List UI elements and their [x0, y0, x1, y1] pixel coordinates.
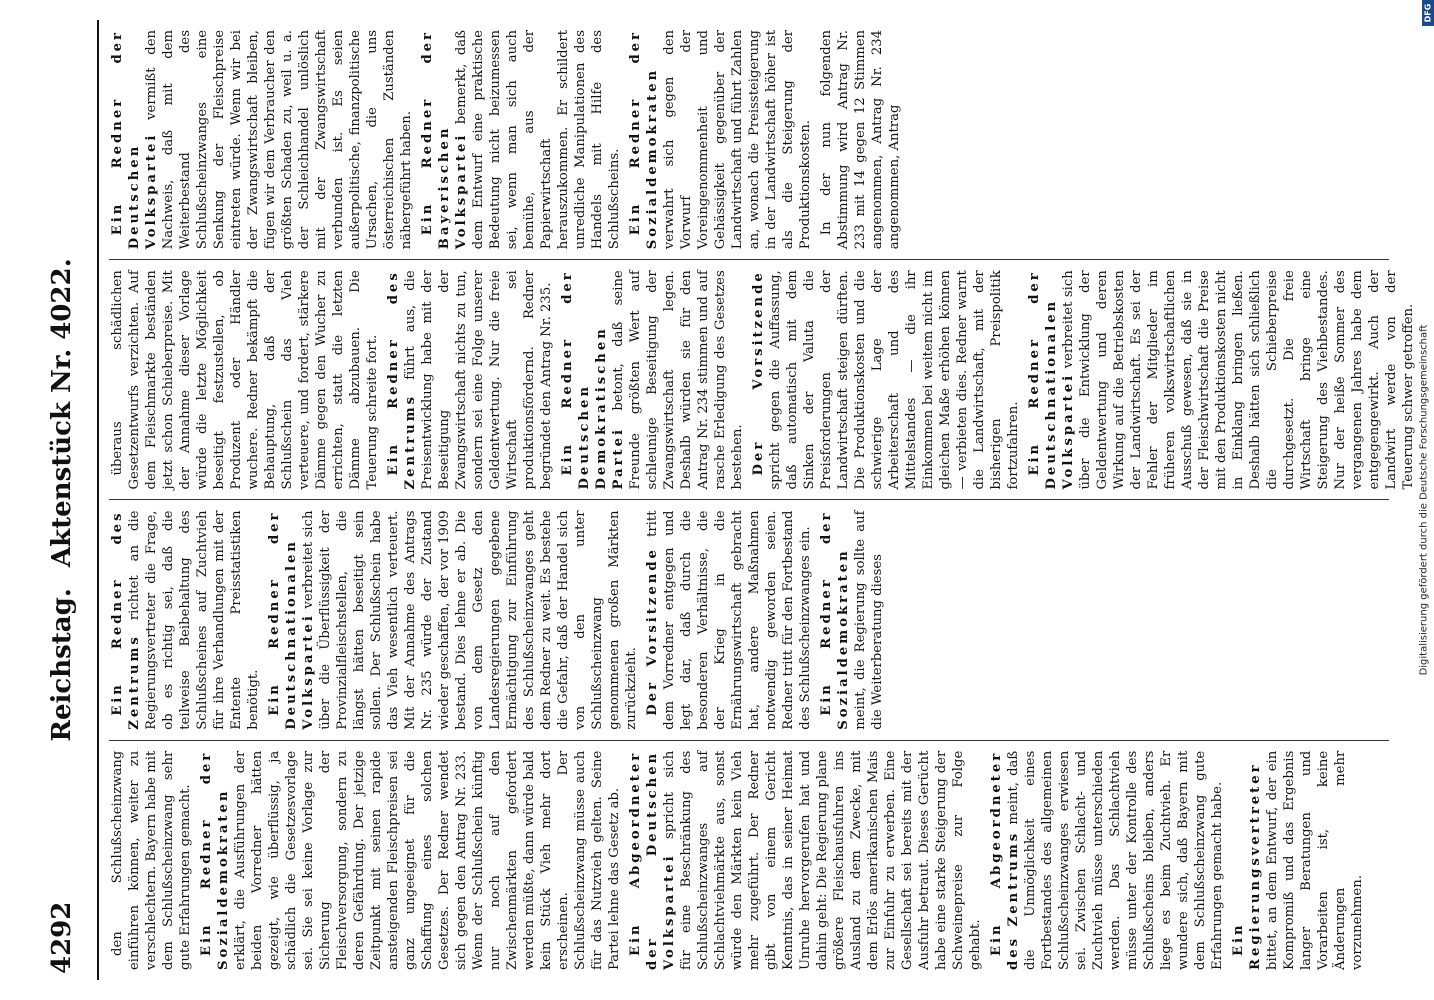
paragraph	[109, 270, 381, 489]
speaker-label: Der Vorsitzende	[645, 547, 660, 716]
paragraph-text: tritt dem Vorredner entgegen und legt dar, daß durch die besonderen Verhältnisse, die der Krieg in die Ernährungswirtschaft gebracht hat, andere Maßnahmen notwendig geworden seien. Redner tritt für den Fortbestand des Schlußscheinzwanges ein.	[645, 510, 813, 730]
document-body	[37, 20, 1416, 980]
paragraph-text: verbreitet sich über die Überflüssigkeit der Provinzialfleischstellen, die längst hätten beseitigt sein sollen. Der Schlußschein habe das Vieh wesentlich verteuert. Mit der Annahme des Antrags Nr. 235 würde der Zustand wieder geschaffen, der vor 1909 bestand. Dies lehne er ab. Die von dem Gesetz den Landesregierungen gegebene Ermächtigung zur Einführung des Schlußscheinzwanges geht dem Redner zu weit. Es bestehe die Gefahr, daß der Handel sich von den unter Schlußscheinzwang genommenen großen Märkten zurückzieht.	[301, 510, 639, 730]
paragraph	[627, 751, 984, 970]
paragraph-text: führt aus, die Preisentwicklung habe mit der Beseitigung der Zwangswirtschaft nichts zu tun, sondern sei eine Folge unserer Geldentwertung. Nur die freie Wirtschaft sei produktionsfördernd. Redner begründet den Antrag Nr. 235.	[403, 270, 554, 490]
paragraph	[198, 751, 623, 970]
paragraph	[627, 30, 814, 249]
text-column	[109, 741, 1389, 980]
paragraph-text: erklärt, die Ausführungen der beiden Vorredner hätten gezeigt, wie überflüssig, ja schädlich die Gesetzesvorlage sei. Sie sei keine Vorlage zur Sicherung der Fleischversorgung, sondern zu deren Gefährdung. Der jetzige Zeitpunkt mit seinen rapide ansteigenden Fleischpreisen sei ganz ungeeignet für die Schaffung eines solchen Gesetzes. Der Redner wendet sich gegen den Antrag Nr. 233. Wenn der Schlußschein künftig nur noch auf den Zwischenmärkten gefordert werden müßte, dann würde bald kein Stück Vieh mehr dort erscheinen. Der Schlußscheinzwang müsse auch für das Nutzvieh gelten. Seine Partei lehne das Gesetz ab.	[233, 750, 622, 970]
credit-text: Digitalisierung gefördert durch die Deutsche Forschungsgemeinschaft	[1418, 324, 1430, 676]
paragraph	[1230, 751, 1366, 970]
paragraph-text: den Schlußscheinzwang einführen können, weiter zu verschlechtern. Bayern habe mit dem Schlußscheinzwang sehr gute Erfahrungen gemacht.	[110, 750, 193, 970]
title-left: Reichstag.	[47, 588, 77, 742]
paragraph-text: vermißt den Nachweis, daß mit dem Weiterbestand des Schlußscheinzwanges eine Senkung der Fleischpreise eintreten würde. Wenn wir bei der Zwangswirtschaft bleiben, fügen wir dem Verbraucher den größten Schaden zu, weil u. a. der Schleichhandel unlöslich mit der Zwangswirtschaft verbunden ist. Es seien außerpolitische, finanzpolitische Ursachen, die uns österreichischen Zuständen nähergeführt haben.	[144, 30, 414, 250]
paragraph	[750, 270, 1022, 489]
paragraph	[109, 511, 262, 730]
speaker-label: Ein Redner der Bayerischen Volkspartei	[420, 30, 469, 250]
speaker-label: Ein Redner der Deutschen Volkspartei	[110, 30, 159, 250]
paragraph-text: überaus schädlichen Gesetzentwurfs verzichten. Auf dem Fleischmarkte beständen jetzt schon Schieberpreise. Mit der Annahme dieser Vorlage würde die letzte Möglichkeit beseitigt festzustellen, ob Produzent oder Händler wuchere. Redner bekämpft die Behauptung, daß der Schlußschein das Vieh verteuere, und fordert, stärkere Dämme gegen den Wucher zu errichten, statt die letzten Dämme abzubauen. Die Teuerung schreite fort.	[110, 270, 380, 490]
paragraph	[266, 511, 640, 730]
text-column	[109, 501, 1389, 741]
paragraph-text: verbreitet sich über die Entwicklung der Geldentwertung und deren Wirkung auf die Betriebskosten der Landwirtschaft. Es sei der Fehler der Mitglieder im früheren volkswirtschaftlichen Ausschuß gewesen, daß sie in der Fleischwirtschaft die Preise mit den Produktionskosten nicht in Einklang bringen ließen. Deshalb hätten sich schließlich die Schieberpreise durchgesetzt. Die freie Wirtschaft bringe eine Steigerung des Viehbestandes. Nur der heiße Sommer des vergangenen Jahres habe dem entgegengewirkt. Auch der Landwirt werde von der Teuerung schwer getroffen.	[1061, 270, 1416, 490]
page-number: 4292	[47, 901, 77, 974]
paragraph	[385, 270, 555, 489]
paragraph-text: bemerkt, daß dem Entwurf eine praktische Bedeutung nicht beizumessen sei, wenn man sich auch bemühe, aus der Papierwirtschaft herauszukommen. Er schildert unredliche Manipulationen des Handels mit Hilfe des Schlußscheins.	[454, 30, 622, 250]
paragraph	[818, 511, 886, 730]
paragraph-text: meint, die Regierung sollte auf die Weiterberatung dieses	[853, 510, 885, 730]
speaker-label: Ein Redner der Deutschnationalen Volkspartei	[267, 510, 316, 730]
speaker-label: Ein Abgeordneter des Zentrums	[989, 750, 1021, 970]
speaker-label: Ein Redner der Sozialdemokraten	[819, 510, 851, 730]
paragraph	[818, 30, 903, 249]
speaker-label: Ein Redner des Zentrums	[110, 510, 142, 730]
speaker-label: Der Vorsitzende	[751, 270, 766, 476]
paragraph-text: verwahrt sich gegen den Vorwurf der Voreingenommenheit und Gehässigkeit gegenüber der Landwirtschaft und führt Zahlen an, wonach die Preissteigerung in der Landwirtschaft höher ist als die Steigerung der Produktionskosten.	[662, 30, 813, 250]
paragraph-text: In der nun folgenden Abstimmung wird Antrag Nr. 233 mit 14 gegen 12 Stimmen angenommen, Antrag Nr. 234 angenommen, Antrag	[819, 30, 902, 250]
speaker-label: Ein Redner der Sozialdemokraten	[628, 30, 660, 250]
paragraph	[109, 30, 415, 249]
text-column	[109, 20, 1389, 260]
paragraph-text: richtet an die Regierungsvertreter die Frage, ob es richtig sei, daß die teilweise Beibehaltung des Schlußscheines auf Zuchtvieh für ihre Verhandlungen mit der Entente Preisstatistiken benötigt.	[127, 510, 261, 730]
paragraph-text: meint, daß die Unmöglichkeit eines Fortbestandes des allgemeinen Schlußscheinzwanges erwiesen sei. Zwischen Schlacht- und Zuchtvieh müsse unterschieden werden. Das Schlachtvieh müsse unter der Kontrolle des Schlußscheins bleiben, anders liege es beim Zuchtvieh. Er wundere sich, daß Bayern mit dem Schlußscheinzwang gute Erfahrungen gemacht habe.	[1006, 750, 1225, 970]
paragraph	[559, 270, 746, 489]
paragraph-text: bittet, an dem Entwurf, der ein Kompromiß und das Ergebnis langer Beratungen und Vorarbeiten ist, keine Änderungen mehr vorzunehmen.	[1265, 750, 1365, 970]
paragraph	[109, 751, 194, 970]
dfg-logo	[1422, 0, 1434, 26]
text-column	[109, 260, 1416, 500]
speaker-label: Ein Redner der Deutschnationalen Volkspartei	[1027, 270, 1076, 490]
paragraph-text: spricht gegen die Auffassung, daß automatisch mit dem Sinken der Valuta die Preisforderungen der Landwirtschaft steigen dürften. Die Produktionskosten und die schwierige Lage der Arbeiterschaft und des Mittelstandes — die ihr Einkommen bei weitem nicht im gleichen Maße erhöhen können — verbieten dies. Redner warnt die Landwirtschaft, mit der bisherigen Preispolitik fortzufahren.	[768, 270, 1021, 490]
speaker-label: Ein Redner der Deutschen Demokratischen Partei	[560, 270, 626, 490]
page-title	[47, 20, 77, 980]
dfg-label: DFG	[1423, 3, 1433, 23]
paragraph	[419, 30, 623, 249]
text-columns	[109, 20, 1416, 980]
speaker-label: Ein Redner des Zentrums	[386, 270, 418, 490]
paragraph-text: betont, daß seine Freunde größten Wert auf schleunige Beseitigung der Zwangswirtschaft legen. Deshalb würden sie für den Antrag Nr. 234 stimmen und auf rasche Erledigung des Gesetzes bestehen.	[611, 270, 745, 490]
paragraph	[988, 751, 1226, 970]
title-right: Aktenstück Nr. 4022.	[47, 258, 77, 568]
paragraph	[644, 511, 814, 730]
digitization-credit	[1418, 20, 1430, 980]
paragraph	[1026, 270, 1417, 489]
speaker-label: Ein Regierungsvertreter	[1231, 762, 1263, 970]
page-header	[37, 20, 99, 980]
speaker-label: Ein Abgeordneter der Deutschen Volkspartei	[628, 750, 677, 970]
speaker-label: Ein Redner der Sozialdemokraten	[199, 750, 231, 970]
paragraph-text: spricht sich für eine Beschränkung des Schlußscheinzwanges auf Schlachtviehmärkte aus, sonst würde den Märkten kein Vieh mehr zugeführt. Der Redner gibt von einem Gericht Kenntnis, das in seiner Heimat Unruhe hervorgerufen hat und dahin geht: Die Regierung plane größere Fleischausfuhren ins Ausland zu dem Zwecke, mit dem Erlös amerikanischen Mais zur Einfuhr zu erwerben. Eine Gesellschaft sei bereits mit der Ausfuhr betraut. Dieses Gerücht habe eine starke Steigerung der Schweinepreise zur Folge gehabt.	[662, 750, 983, 970]
